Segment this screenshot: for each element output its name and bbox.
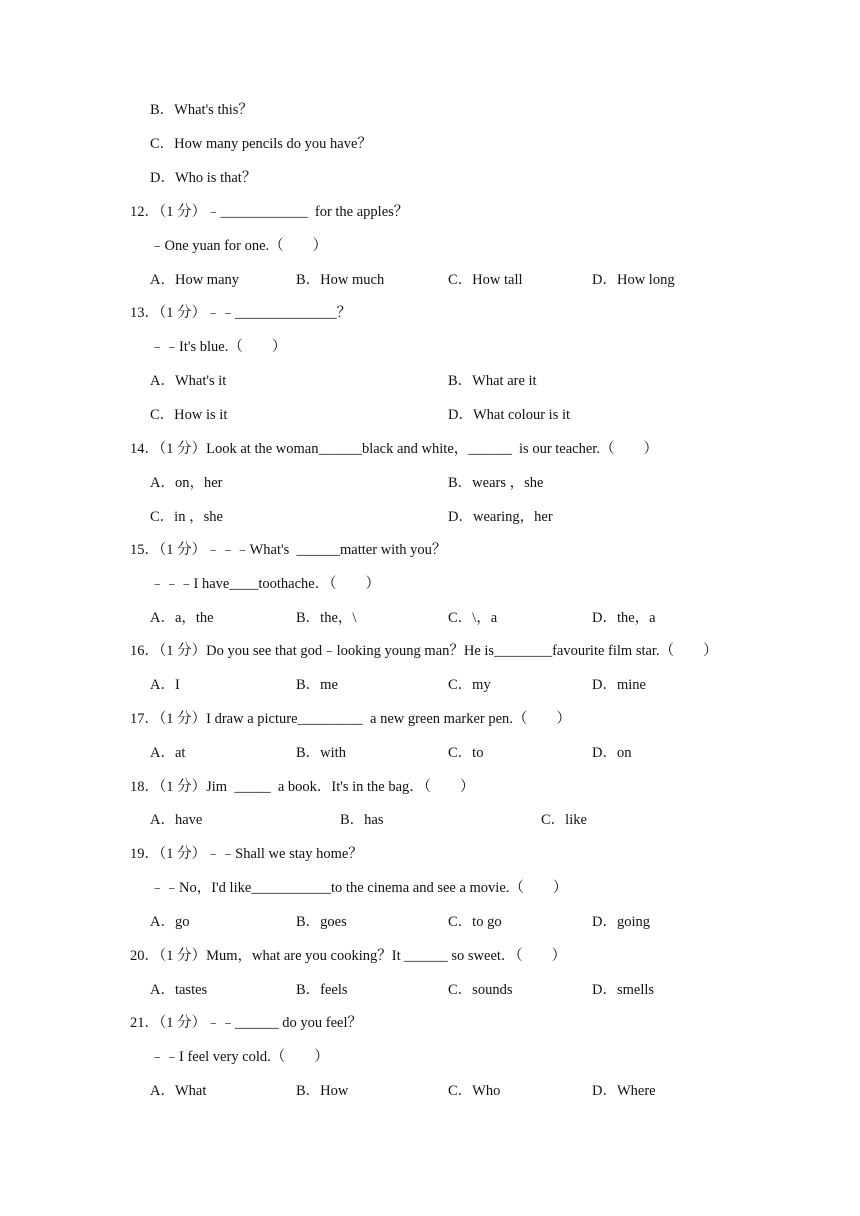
answer-option: A．What [150,1083,207,1099]
question-stem [0,708,860,730]
line-text: ﹣﹣I feel very cold.（ ） [150,1049,329,1065]
answer-option: D．mine [592,677,646,693]
answer-option: A．at [150,745,186,761]
question-text: 14．（1 分）Look at the woman______black and white，______ is our teacher.（ ） [130,441,658,457]
line-text: ﹣﹣It's blue.（ ） [150,339,287,355]
question-text: 15．（1 分）﹣﹣﹣What's ______matter with you？ [130,542,447,558]
answer-option: A．on，her [150,475,223,491]
text-line [0,99,860,121]
answer-option: C．like [541,812,587,828]
answer-option: B．has [340,812,384,828]
question-text: 18．（1 分）Jim _____ a book．It's in the bag．（ ） [130,779,475,795]
question-stem [0,539,860,561]
question-stem [0,640,860,662]
question-stem [0,843,860,865]
answer-option: C．How tall [448,272,523,288]
line-text: ﹣One yuan for one.（ ） [150,238,328,254]
question-text: 16．（1 分）Do you see that god﹣looking young man？He is________favourite film star.（ ） [130,643,718,659]
answer-option: A．How many [150,272,240,288]
answer-option: A．a，the [150,610,214,626]
answer-option: B．feels [296,982,348,998]
question-text: 17．（1 分）I draw a picture_________ a new green marker pen.（ ） [130,711,571,727]
text-line [0,133,860,155]
option-row [0,911,860,933]
question-stem [0,776,860,798]
text-line [0,573,860,595]
option-row [0,809,860,831]
answer-option: A．I [150,677,180,693]
answer-option: C．to go [448,914,502,930]
line-text: ﹣﹣﹣I have____toothache．（ ） [150,576,380,592]
answer-option: A．What's it [150,373,227,389]
question-stem [0,438,860,460]
question-stem [0,945,860,967]
answer-option: C．Who [448,1083,501,1099]
answer-option: D．What colour is it [448,407,571,423]
option-row [0,506,860,528]
option-row [0,269,860,291]
answer-option: D．the，a [592,610,656,626]
line-text: C．How many pencils do you have？ [150,136,372,152]
text-line [0,336,860,358]
answer-option: D．on [592,745,632,761]
answer-option: C．\，a [448,610,498,626]
answer-option: B．wears ，she [448,475,544,491]
answer-option: C．to [448,745,484,761]
question-text: 13．（1 分）﹣﹣______________？ [130,305,352,321]
line-text: D．Who is that？ [150,170,257,186]
question-text: 12．（1 分）﹣____________ for the apples？ [130,204,409,220]
answer-option: B．with [296,745,346,761]
answer-option: A．tastes [150,982,208,998]
answer-option: C．How is it [150,407,228,423]
answer-option: C．sounds [448,982,513,998]
question-text: 19．（1 分）﹣﹣Shall we stay home？ [130,846,363,862]
option-row [0,1080,860,1102]
line-text: B．What's this？ [150,102,253,118]
answer-option: C．in ，she [150,509,223,525]
question-text: 21．（1 分）﹣﹣______ do you feel？ [130,1015,362,1031]
answer-option: D．How long [592,272,675,288]
answer-option: B．How much [296,272,385,288]
question-stem [0,201,860,223]
answer-option: B．me [296,677,338,693]
text-line [0,877,860,899]
option-row [0,607,860,629]
question-stem [0,302,860,324]
answer-option: B．How [296,1083,349,1099]
line-text: ﹣﹣No，I'd like___________to the cinema and see a movie.（ ） [150,880,568,896]
text-line [0,167,860,189]
answer-option: D．wearing，her [448,509,553,525]
answer-option: D．smells [592,982,655,998]
answer-option: D．going [592,914,650,930]
option-row [0,404,860,426]
answer-option: B．What are it [448,373,537,389]
question-text: 20．（1 分）Mum，what are you cooking？It ______ so sweet．（ ） [130,948,567,964]
question-stem [0,1012,860,1034]
answer-option: B．the，\ [296,610,357,626]
option-row [0,472,860,494]
option-row [0,674,860,696]
option-row [0,979,860,1001]
answer-option: A．have [150,812,203,828]
option-row [0,370,860,392]
text-line [0,1046,860,1068]
answer-option: B．goes [296,914,347,930]
option-row [0,742,860,764]
answer-option: A．go [150,914,190,930]
answer-option: D．Where [592,1083,656,1099]
answer-option: C．my [448,677,491,693]
text-line [0,235,860,257]
